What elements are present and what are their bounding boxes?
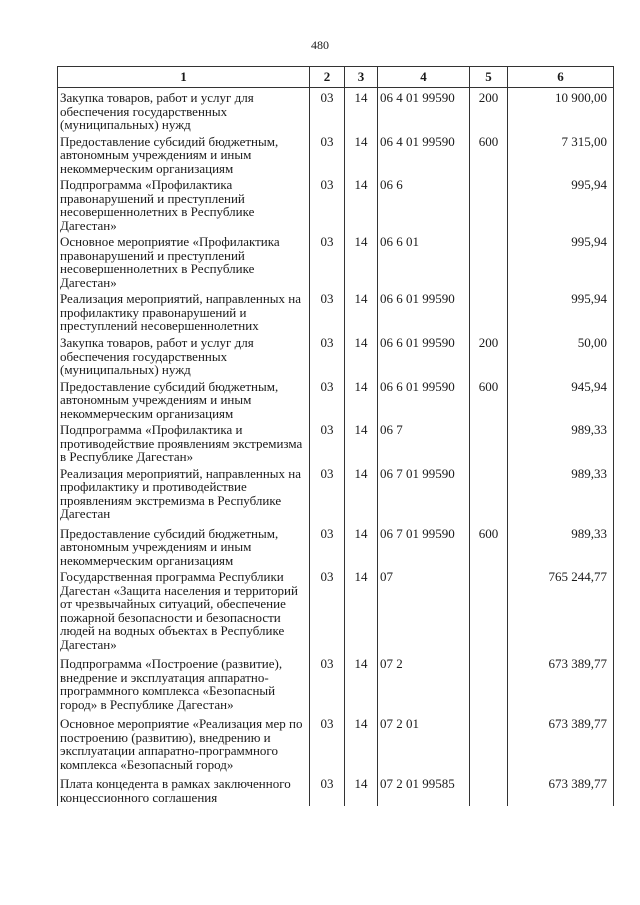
row-expense-type-cell bbox=[470, 654, 508, 714]
page-number: 480 bbox=[311, 38, 329, 52]
row-target-code-cell: 06 7 bbox=[378, 420, 470, 464]
row-expense-type-cell bbox=[470, 420, 508, 464]
row-section-cell: 03 bbox=[310, 289, 345, 333]
row-section-cell: 03 bbox=[310, 524, 345, 568]
row-subsection-cell: 14 bbox=[345, 774, 378, 806]
table-row bbox=[58, 524, 614, 568]
row-section-cell: 03 bbox=[310, 464, 345, 524]
row-subsection-cell: 14 bbox=[345, 377, 378, 421]
row-amount-cell: 989,33 bbox=[508, 464, 614, 524]
row-expense-type-cell bbox=[470, 289, 508, 333]
row-name-cell: Государственная программа Республики Дагестан «Защита населения и территорий от чрезвычайных ситуаций, обеспечение пожарной безопасности и безопасности людей на водных объектах в Республике Дагестан» bbox=[58, 567, 310, 654]
row-expense-type-cell: 200 bbox=[470, 88, 508, 132]
row-amount-cell: 989,33 bbox=[508, 524, 614, 568]
row-name-cell: Предоставление субсидий бюджетным, автономным учреждениям и иным некоммерческим организациям bbox=[58, 377, 310, 421]
row-target-code-cell: 07 bbox=[378, 567, 470, 654]
row-section-cell: 03 bbox=[310, 567, 345, 654]
budget-table bbox=[57, 66, 614, 806]
row-expense-type-cell: 600 bbox=[470, 524, 508, 568]
header-col-6: 6 bbox=[508, 67, 614, 88]
table-row bbox=[58, 654, 614, 714]
row-expense-type-cell: 200 bbox=[470, 333, 508, 377]
row-subsection-cell: 14 bbox=[345, 464, 378, 524]
row-subsection-cell: 14 bbox=[345, 132, 378, 176]
row-section-cell: 03 bbox=[310, 232, 345, 289]
row-target-code-cell: 06 7 01 99590 bbox=[378, 524, 470, 568]
table-row bbox=[58, 464, 614, 524]
row-name-cell: Закупка товаров, работ и услуг для обеспечения государственных (муниципальных) нужд bbox=[58, 333, 310, 377]
row-target-code-cell: 07 2 01 bbox=[378, 714, 470, 774]
row-name-cell: Реализация мероприятий, направленных на профилактику правонарушений и преступлений несовершеннолетних bbox=[58, 289, 310, 333]
row-subsection-cell: 14 bbox=[345, 524, 378, 568]
row-subsection-cell: 14 bbox=[345, 232, 378, 289]
row-subsection-cell: 14 bbox=[345, 567, 378, 654]
row-section-cell: 03 bbox=[310, 377, 345, 421]
row-name-cell: Основное мероприятие «Профилактика правонарушений и преступлений несовершеннолетних в Республике Дагестан» bbox=[58, 232, 310, 289]
row-amount-cell: 10 900,00 bbox=[508, 88, 614, 132]
row-amount-cell: 989,33 bbox=[508, 420, 614, 464]
table-row bbox=[58, 714, 614, 774]
row-expense-type-cell: 600 bbox=[470, 377, 508, 421]
row-subsection-cell: 14 bbox=[345, 420, 378, 464]
row-amount-cell: 7 315,00 bbox=[508, 132, 614, 176]
row-subsection-cell: 14 bbox=[345, 289, 378, 333]
table-header-row bbox=[58, 67, 614, 88]
table-row bbox=[58, 132, 614, 176]
row-target-code-cell: 06 4 01 99590 bbox=[378, 88, 470, 132]
table-row bbox=[58, 333, 614, 377]
row-expense-type-cell bbox=[470, 464, 508, 524]
row-section-cell: 03 bbox=[310, 333, 345, 377]
row-name-cell: Подпрограмма «Профилактика правонарушений и преступлений несовершеннолетних в Республике Дагестан» bbox=[58, 175, 310, 232]
row-target-code-cell: 06 6 bbox=[378, 175, 470, 232]
row-section-cell: 03 bbox=[310, 132, 345, 176]
row-name-cell: Предоставление субсидий бюджетным, автономным учреждениям и иным некоммерческим организациям bbox=[58, 524, 310, 568]
row-expense-type-cell: 600 bbox=[470, 132, 508, 176]
header-col-4: 4 bbox=[378, 67, 470, 88]
row-expense-type-cell bbox=[470, 232, 508, 289]
row-amount-cell: 765 244,77 bbox=[508, 567, 614, 654]
table-row bbox=[58, 567, 614, 654]
header-col-3: 3 bbox=[345, 67, 378, 88]
row-subsection-cell: 14 bbox=[345, 714, 378, 774]
row-name-cell: Предоставление субсидий бюджетным, автономным учреждениям и иным некоммерческим организациям bbox=[58, 132, 310, 176]
row-section-cell: 03 bbox=[310, 175, 345, 232]
row-amount-cell: 673 389,77 bbox=[508, 774, 614, 806]
row-expense-type-cell bbox=[470, 714, 508, 774]
row-target-code-cell: 06 6 01 99590 bbox=[378, 289, 470, 333]
row-target-code-cell: 06 6 01 99590 bbox=[378, 377, 470, 421]
header-col-2: 2 bbox=[310, 67, 345, 88]
row-amount-cell: 945,94 bbox=[508, 377, 614, 421]
row-amount-cell: 673 389,77 bbox=[508, 714, 614, 774]
row-subsection-cell: 14 bbox=[345, 88, 378, 132]
row-target-code-cell: 06 7 01 99590 bbox=[378, 464, 470, 524]
row-target-code-cell: 07 2 01 99585 bbox=[378, 774, 470, 806]
row-subsection-cell: 14 bbox=[345, 175, 378, 232]
row-target-code-cell: 06 4 01 99590 bbox=[378, 132, 470, 176]
row-expense-type-cell bbox=[470, 567, 508, 654]
row-name-cell: Реализация мероприятий, направленных на профилактику и противодействие проявлениям экстремизма в Республике Дагестан bbox=[58, 464, 310, 524]
row-section-cell: 03 bbox=[310, 88, 345, 132]
row-name-cell: Подпрограмма «Профилактика и противодействие проявлениям экстремизма в Республике Дагестан» bbox=[58, 420, 310, 464]
header-col-1: 1 bbox=[58, 67, 310, 88]
row-name-cell: Подпрограмма «Построение (развитие), внедрение и эксплуатация аппаратно-программного комплекса «Безопасный город» в Республике Дагестан» bbox=[58, 654, 310, 714]
row-target-code-cell: 06 6 01 bbox=[378, 232, 470, 289]
row-amount-cell: 995,94 bbox=[508, 232, 614, 289]
row-target-code-cell: 06 6 01 99590 bbox=[378, 333, 470, 377]
table-row bbox=[58, 377, 614, 421]
header-col-5: 5 bbox=[470, 67, 508, 88]
table-row bbox=[58, 232, 614, 289]
table-row bbox=[58, 774, 614, 806]
row-amount-cell: 995,94 bbox=[508, 175, 614, 232]
row-subsection-cell: 14 bbox=[345, 333, 378, 377]
row-expense-type-cell bbox=[470, 774, 508, 806]
row-amount-cell: 50,00 bbox=[508, 333, 614, 377]
row-name-cell: Основное мероприятие «Реализация мер по построению (развитию), внедрению и эксплуатации аппаратно-программного комплекса «Безопасный город» bbox=[58, 714, 310, 774]
row-section-cell: 03 bbox=[310, 654, 345, 714]
table-row bbox=[58, 289, 614, 333]
row-name-cell: Плата концедента в рамках заключенного концессионного соглашения bbox=[58, 774, 310, 806]
table-row bbox=[58, 88, 614, 132]
row-amount-cell: 673 389,77 bbox=[508, 654, 614, 714]
row-section-cell: 03 bbox=[310, 420, 345, 464]
table-row bbox=[58, 420, 614, 464]
row-subsection-cell: 14 bbox=[345, 654, 378, 714]
row-amount-cell: 995,94 bbox=[508, 289, 614, 333]
row-section-cell: 03 bbox=[310, 714, 345, 774]
row-name-cell: Закупка товаров, работ и услуг для обеспечения государственных (муниципальных) нужд bbox=[58, 88, 310, 132]
row-target-code-cell: 07 2 bbox=[378, 654, 470, 714]
row-expense-type-cell bbox=[470, 175, 508, 232]
row-section-cell: 03 bbox=[310, 774, 345, 806]
table-row bbox=[58, 175, 614, 232]
